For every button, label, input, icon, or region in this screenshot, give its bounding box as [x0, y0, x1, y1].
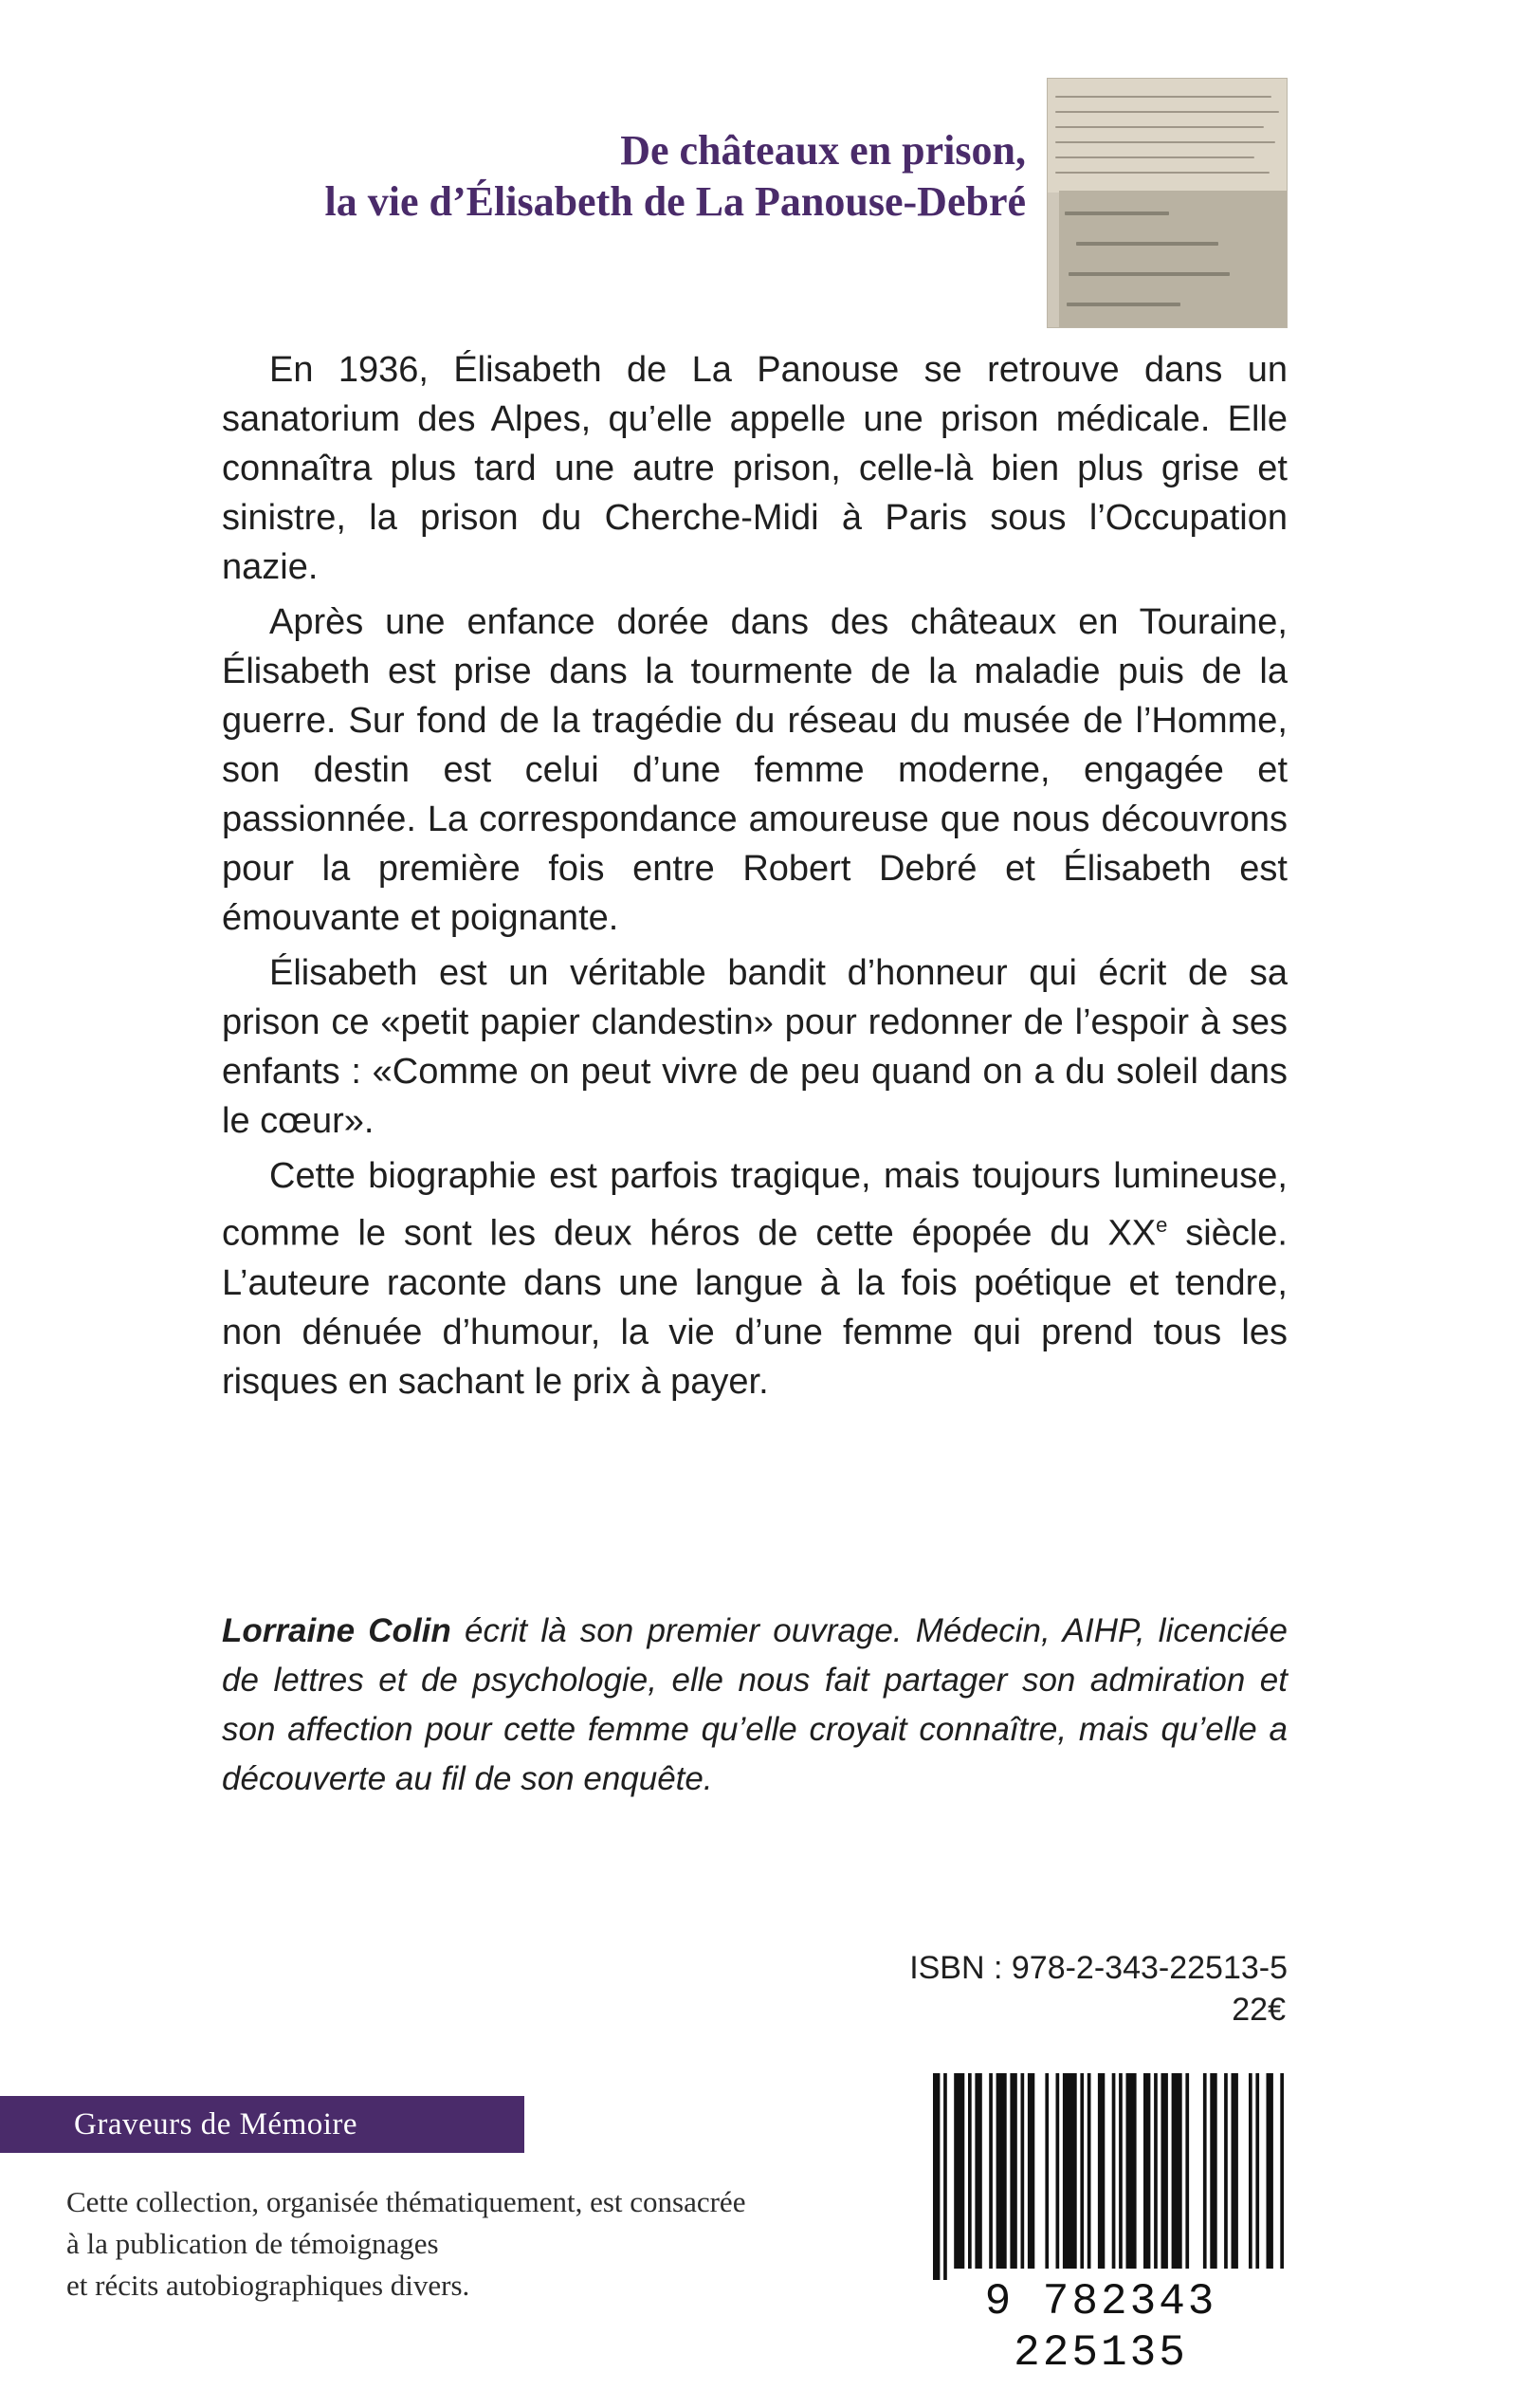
barcode-bar [1232, 2073, 1238, 2269]
barcode-bars [897, 2064, 1305, 2282]
back-cover-summary [222, 345, 1288, 1412]
barcode-bar [1185, 2073, 1189, 2269]
collection-description-line: à la publication de témoignages [66, 2227, 439, 2260]
barcode-bar [1087, 2073, 1091, 2269]
collection-description-line: Cette collection, organisée thématiquement, est consacrée [66, 2185, 746, 2218]
isbn-text: ISBN : 978-2-343-22513-5 [909, 1950, 1288, 1986]
barcode-bar [1203, 2073, 1207, 2269]
author-bio [222, 1607, 1288, 1804]
barcode-bar [954, 2073, 964, 2269]
barcode-bar [1098, 2073, 1105, 2269]
isbn-barcode [897, 2064, 1305, 2378]
summary-paragraph-4 [222, 1151, 1288, 1406]
barcode-bar [1119, 2073, 1123, 2269]
barcode-bar [1267, 2073, 1273, 2269]
barcode-bar [943, 2073, 947, 2280]
price-text: 22€ [1232, 1992, 1286, 2028]
summary-paragraph-2: Après une enfance dorée dans des châteaux en Touraine, Élisabeth est prise dans la tourmente de la maladie puis de la guerre. Sur fond de la tragédie du réseau du musée de l’Homme, son destin est celui d’une femme moderne, engagée et passionnée. La correspondance amoureuse que nous découvrons pour la première fois entre Robert Debré et Élisabeth est émouvante et poignante. [222, 602, 1288, 938]
barcode-bar [1172, 2073, 1182, 2269]
barcode-digits: 9 782343 225135 [984, 2277, 1217, 2378]
barcode-bar [1045, 2073, 1049, 2269]
author-bio-text: écrit là son premier ouvrage. Médecin, AIHP, licenciée de lettres et de psychologie, elle nous fait partager son admiration et son affection pour cette femme qu’elle croyait connaître, mais qu’elle a découverte au fil de son enquête. [222, 1612, 1288, 1797]
collection-description-line: et récits autobiographiques divers. [66, 2269, 470, 2302]
barcode-bar [1280, 2073, 1284, 2269]
barcode-bar [1249, 2073, 1252, 2269]
barcode-bar [1112, 2073, 1116, 2269]
barcode-bar [1021, 2073, 1025, 2269]
barcode-bar [933, 2073, 940, 2280]
barcode-bar [1028, 2073, 1034, 2269]
barcode-bar [1063, 2073, 1077, 2269]
summary-paragraph-3: Élisabeth est un véritable bandit d’honneur qui écrit de sa prison ce «petit papier clandestin» pour redonner de l’espoir à ses enfants : «Comme on peut vivre de peu quand on a du soleil dans le cœur». [222, 953, 1288, 1141]
barcode-bar [1056, 2073, 1060, 2269]
title-line-1: De châteaux en prison, [620, 127, 1026, 174]
summary-paragraph-4-start: Cette biographie est parfois tragique, mais toujours lumineuse, comme le sont les deux héros de cette épopée du XX [222, 1156, 1288, 1254]
barcode-bar [1080, 2073, 1084, 2269]
author-name: Lorraine Colin [222, 1612, 451, 1649]
barcode-bar [1143, 2073, 1150, 2269]
barcode-bar [996, 2073, 1007, 2269]
barcode-bar [1010, 2073, 1016, 2269]
book-title [190, 125, 1026, 228]
barcode-bar [975, 2073, 981, 2269]
barcode-bar [1210, 2073, 1216, 2269]
title-line-2: la vie d’Élisabeth de La Panouse-Debré [324, 178, 1026, 225]
barcode-bar [1255, 2073, 1259, 2269]
barcode-bar [1126, 2073, 1137, 2269]
summary-paragraph-1: En 1936, Élisabeth de La Panouse se retrouve dans un sanatorium des Alpes, qu’elle appelle une prison médicale. Elle connaîtra plus tard une autre prison, celle-là bien plus grise et sinistre, la prison du Cherche-Midi à Paris sous l’Occupation nazie. [222, 350, 1288, 587]
summary-paragraph-4-end: siècle. L’auteure raconte dans une langue à la fois poétique et tendre, non dénuée d’humour, la vie d’une femme qui prend tous les risques en sachant le prix à payer. [222, 1213, 1288, 1402]
collection-description [66, 2181, 787, 2307]
barcode-bar [989, 2073, 993, 2269]
barcode-bar [968, 2073, 972, 2269]
barcode-bar [1224, 2073, 1228, 2269]
handwritten-manuscript-image [1047, 78, 1288, 328]
barcode-bar [1161, 2073, 1168, 2269]
barcode-bar [1154, 2073, 1158, 2269]
century-superscript: e [1156, 1213, 1168, 1237]
collection-name-banner: Graveurs de Mémoire [0, 2096, 524, 2153]
